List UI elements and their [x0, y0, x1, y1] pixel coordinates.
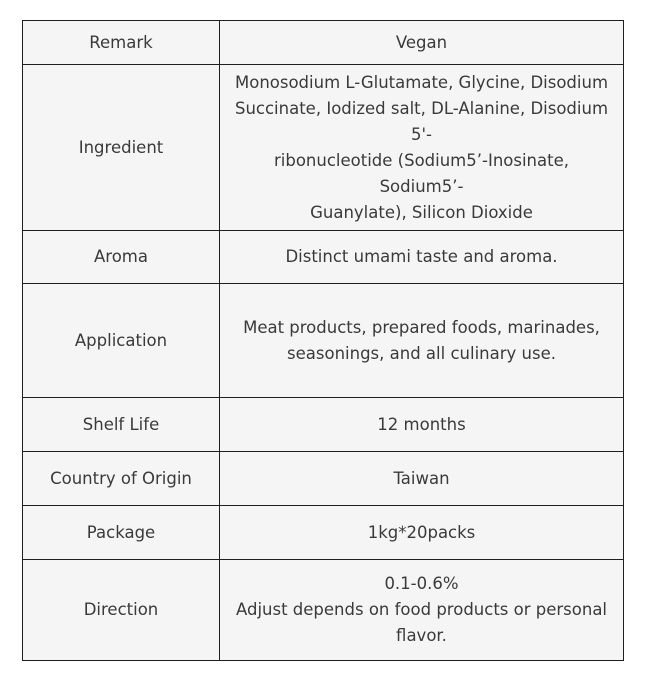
spec-row-ingredient	[23, 65, 624, 231]
spec-label: Remark	[23, 21, 220, 65]
spec-value-line: Adjust depends on food products or personal	[235, 600, 608, 619]
spec-label: Aroma	[23, 231, 220, 284]
spec-value	[220, 284, 624, 398]
spec-value-line: Vegan	[395, 32, 448, 52]
spec-value	[220, 231, 624, 284]
spec-value	[220, 506, 624, 560]
spec-row-country-of-origin	[23, 452, 624, 506]
spec-row-shelf-life	[23, 398, 624, 452]
spec-value-line: Meat products, prepared foods, marinades,	[243, 317, 600, 337]
spec-row-aroma	[23, 231, 624, 284]
spec-row-remark	[23, 21, 624, 65]
spec-value	[220, 398, 624, 452]
spec-row-application	[23, 284, 624, 398]
spec-value-line: Succinate, Iodized salt, DL-Alanine, Disodium 5'-	[234, 98, 609, 144]
spec-value-line: Distinct umami taste and aroma.	[285, 247, 558, 266]
spec-value-line: 0.1-0.6%	[384, 574, 459, 593]
product-spec-table	[22, 20, 624, 661]
spec-label: Shelf Life	[23, 398, 220, 452]
spec-label: Package	[23, 506, 220, 560]
spec-value-line: Guanylate), Silicon Dioxide	[310, 202, 533, 222]
spec-label: Ingredient	[23, 65, 220, 231]
spec-value	[220, 65, 624, 231]
spec-value-line: flavor.	[396, 626, 447, 645]
spec-row-package	[23, 506, 624, 560]
spec-value	[220, 560, 624, 661]
spec-row-direction	[23, 560, 624, 661]
spec-label: Direction	[23, 560, 220, 661]
spec-value	[220, 452, 624, 506]
spec-label: Application	[23, 284, 220, 398]
spec-value-line: 1kg*20packs	[367, 522, 476, 542]
spec-value	[220, 21, 624, 65]
spec-value-line: Monosodium L-Glutamate, Glycine, Disodium	[234, 72, 609, 92]
spec-value-line: seasonings, and all culinary use.	[287, 343, 556, 363]
spec-value-line: 12 months	[377, 414, 466, 434]
spec-value-line: Taiwan	[393, 468, 450, 488]
spec-value-line: ribonucleotide (Sodium5’-Inosinate, Sodium5’-	[273, 150, 569, 196]
spec-label: Country of Origin	[23, 452, 220, 506]
